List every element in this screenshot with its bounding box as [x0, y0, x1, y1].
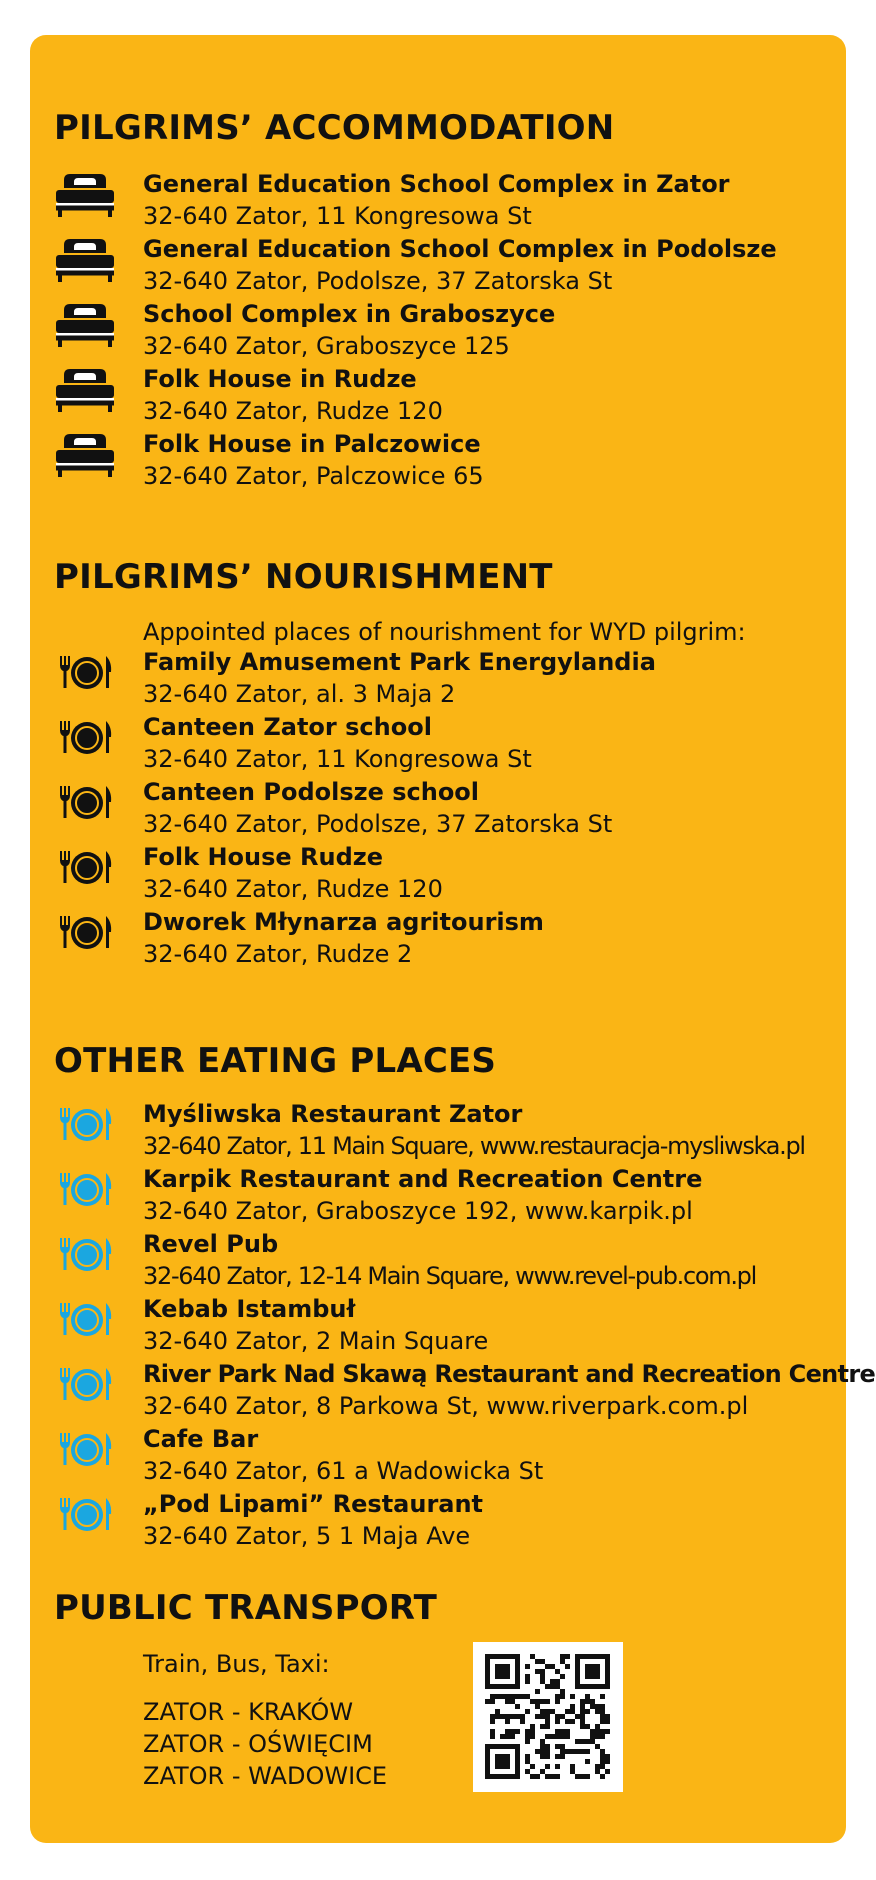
bed-icon	[54, 172, 120, 218]
plate-cutlery-icon	[54, 910, 120, 956]
nourishment-item-name: Canteen Zator school	[143, 713, 432, 741]
nourishment-item	[54, 650, 844, 714]
eating-item-address: 32-640 Zator, 2 Main Square	[143, 1327, 489, 1355]
accommodation-item-address: 32-640 Zator, Palczowice 65	[143, 462, 484, 490]
route-wadowice: ZATOR - WADOWICE	[143, 1762, 388, 1790]
bed-icon	[54, 432, 120, 478]
eating-item	[54, 1492, 844, 1556]
nourishment-item-name: Folk House Rudze	[143, 843, 384, 871]
accommodation-item-address: 32-640 Zator, 11 Kongresowa St	[143, 202, 532, 230]
bed-icon	[54, 367, 120, 413]
plate-cutlery-icon	[54, 1167, 120, 1213]
accommodation-item	[54, 172, 844, 236]
route-krakow: ZATOR - KRAKÓW	[143, 1698, 354, 1726]
nourishment-item-address: 32-640 Zator, Rudze 120	[143, 875, 443, 903]
route-oswiecim: ZATOR - OŚWIĘCIM	[143, 1730, 373, 1758]
plate-cutlery-icon	[54, 1492, 120, 1538]
eating-item-address[interactable]: 32-640 Zator, 8 Parkowa St, www.riverpark.com.pl	[143, 1392, 749, 1420]
nourishment-heading: PILGRIMS’ NOURISHMENT	[54, 557, 553, 597]
nourishment-item-name: Canteen Podolsze school	[143, 778, 480, 806]
accommodation-item-name: Folk House in Palczowice	[143, 430, 481, 458]
eating-item-address[interactable]: 32-640 Zator, 11 Main Square, www.restauracja-mysliwska.pl	[143, 1132, 805, 1160]
nourishment-item-address: 32-640 Zator, al. 3 Maja 2	[143, 680, 456, 708]
eating-item-name: River Park Nad Skawą Restaurant and Recreation Centre	[143, 1360, 876, 1388]
eating-heading: OTHER EATING PLACES	[54, 1041, 497, 1081]
plate-cutlery-icon	[54, 845, 120, 891]
eating-item-address: 32-640 Zator, 61 a Wadowicka St	[143, 1457, 544, 1485]
nourishment-item-name: Family Amusement Park Energylandia	[143, 648, 656, 676]
bed-icon	[54, 302, 120, 348]
eating-item	[54, 1360, 876, 1426]
eating-item	[54, 1167, 844, 1231]
eating-item	[54, 1232, 844, 1296]
accommodation-item-name: General Education School Complex in Podolsze	[143, 235, 777, 263]
nourishment-item-name: Dworek Młynarza agritourism	[143, 908, 544, 936]
nourishment-item	[54, 910, 844, 974]
plate-cutlery-icon	[54, 650, 120, 696]
accommodation-item-name: School Complex in Graboszyce	[143, 300, 556, 328]
accommodation-item-address: 32-640 Zator, Rudze 120	[143, 397, 443, 425]
eating-item-address: 32-640 Zator, 5 1 Maja Ave	[143, 1522, 471, 1550]
eating-item	[54, 1297, 844, 1361]
eating-item-name: Cafe Bar	[143, 1425, 259, 1453]
accommodation-item-name: Folk House in Rudze	[143, 365, 417, 393]
plate-cutlery-icon	[54, 715, 120, 761]
nourishment-item-address: 32-640 Zator, Rudze 2	[143, 940, 413, 968]
eating-item	[54, 1427, 844, 1491]
eating-item-name: Revel Pub	[143, 1230, 279, 1258]
accommodation-item-address: 32-640 Zator, Podolsze, 37 Zatorska St	[143, 267, 613, 295]
nourishment-item-address: 32-640 Zator, 11 Kongresowa St	[143, 745, 532, 773]
plate-cutlery-icon	[54, 1297, 120, 1343]
qr-code-icon[interactable]	[473, 1642, 623, 1792]
nourishment-item	[54, 780, 844, 844]
accommodation-item-address: 32-640 Zator, Graboszyce 125	[143, 332, 510, 360]
plate-cutlery-icon	[54, 780, 120, 826]
eating-item-address[interactable]: 32-640 Zator, Graboszyce 192, www.karpik.pl	[143, 1197, 693, 1225]
nourishment-item-address: 32-640 Zator, Podolsze, 37 Zatorska St	[143, 810, 613, 838]
accommodation-item	[54, 432, 844, 496]
accommodation-item	[54, 302, 844, 366]
nourishment-item	[54, 845, 844, 909]
bed-icon	[54, 237, 120, 283]
accommodation-item-name: General Education School Complex in Zator	[143, 170, 730, 198]
eating-item-name: Myśliwska Restaurant Zator	[143, 1100, 523, 1128]
plate-cutlery-icon	[54, 1427, 120, 1473]
accommodation-heading: PILGRIMS’ ACCOMMODATION	[54, 108, 615, 148]
plate-cutlery-icon	[54, 1362, 120, 1408]
plate-cutlery-icon	[54, 1102, 120, 1148]
eating-item-name: Kebab Istambuł	[143, 1295, 356, 1323]
transport-modes: Train, Bus, Taxi:	[143, 1650, 330, 1678]
plate-cutlery-icon	[54, 1232, 120, 1278]
eating-item-name: Karpik Restaurant and Recreation Centre	[143, 1165, 703, 1193]
accommodation-item	[54, 237, 844, 301]
eating-item-address[interactable]: 32-640 Zator, 12-14 Main Square, www.revel-pub.com.pl	[143, 1262, 756, 1290]
eating-item	[54, 1102, 844, 1166]
eating-item-name: „Pod Lipami” Restaurant	[143, 1490, 484, 1518]
accommodation-item	[54, 367, 844, 431]
transport-heading: PUBLIC TRANSPORT	[54, 1588, 438, 1628]
nourishment-intro: Appointed places of nourishment for WYD pilgrim:	[143, 618, 746, 646]
nourishment-item	[54, 715, 844, 779]
